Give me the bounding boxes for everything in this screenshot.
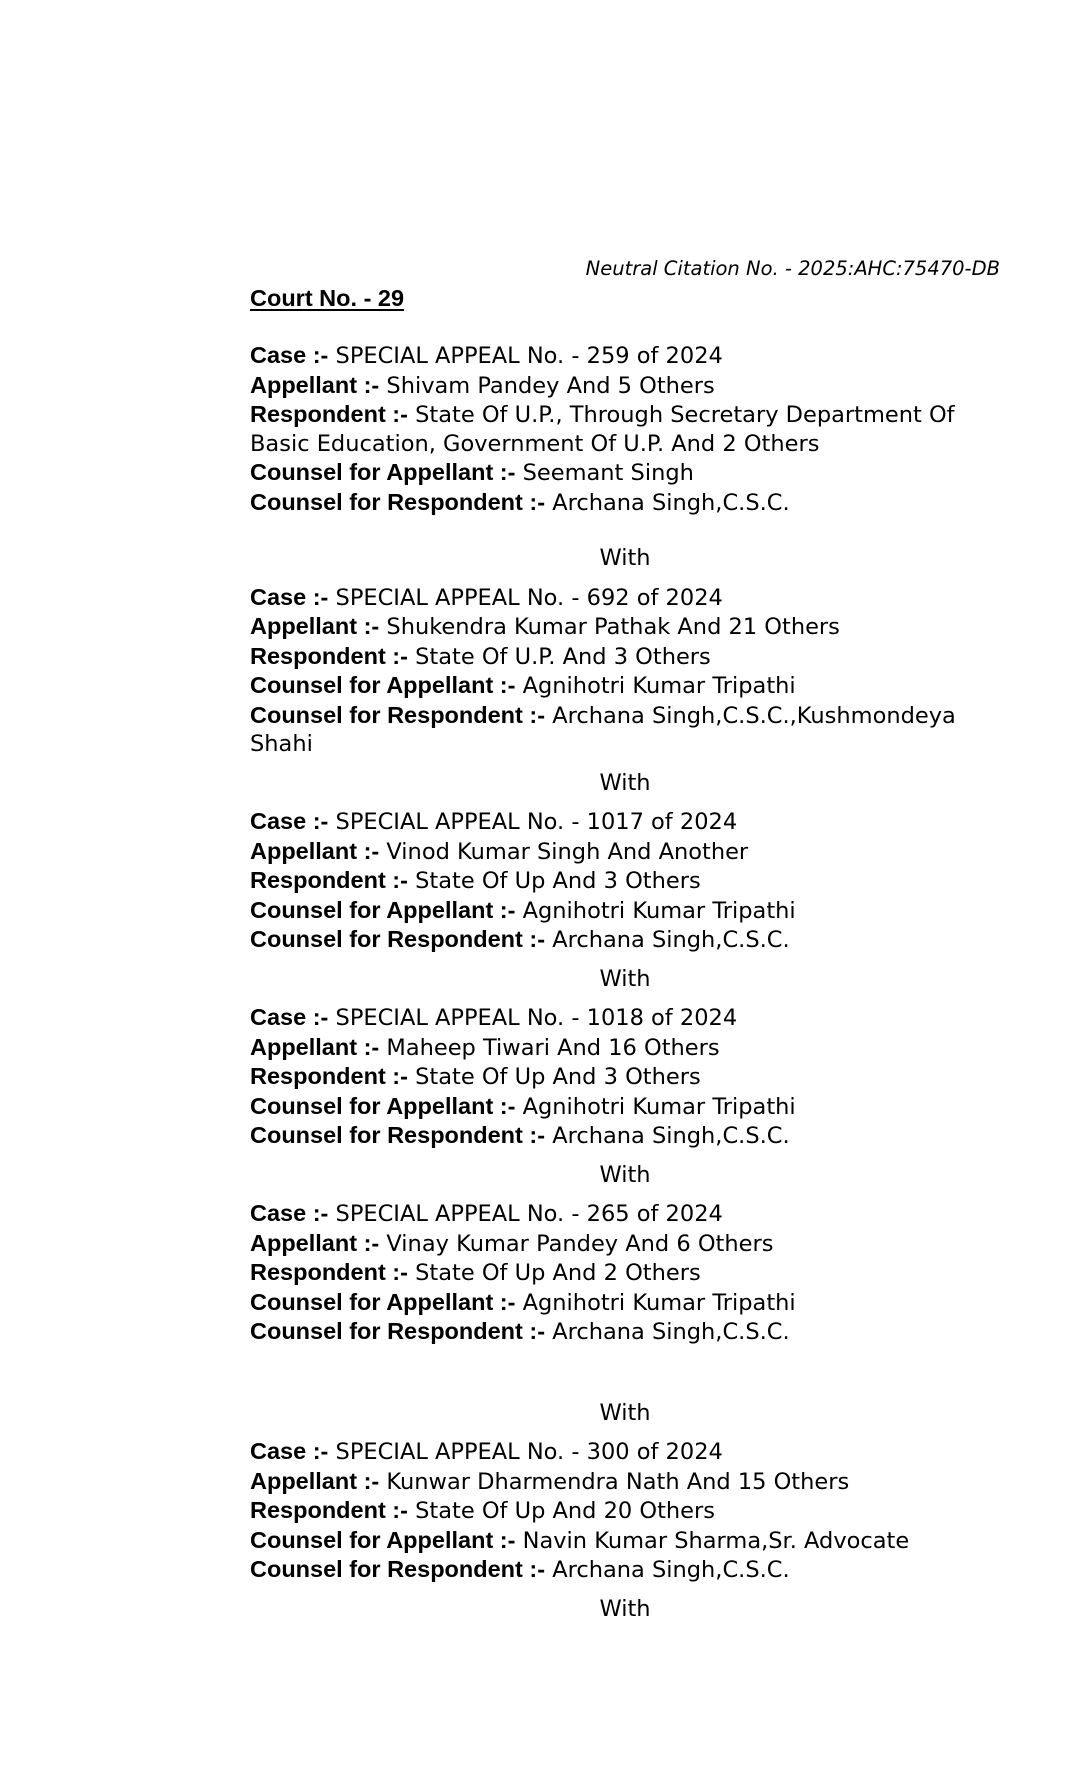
case-block xyxy=(250,807,1000,955)
counsel-respondent-row xyxy=(250,488,1000,518)
appellant-value: Maheep Tiwari And 16 Others xyxy=(386,1034,720,1061)
counsel-respondent-value: Archana Singh,C.S.C. xyxy=(552,1123,790,1149)
case-label: Case :- xyxy=(250,1200,329,1226)
with-separator: With xyxy=(599,1595,651,1622)
counsel-appellant-value: Seemant Singh xyxy=(522,460,694,486)
appellant-label: Appellant :- xyxy=(250,613,380,639)
respondent-label: Respondent :- xyxy=(250,1497,408,1523)
appellant-label: Appellant :- xyxy=(250,1033,380,1060)
appellant-value: Shivam Pandey And 5 Others xyxy=(386,372,715,399)
appellant-value: Vinod Kumar Singh And Another xyxy=(386,838,749,865)
counsel-appellant-row xyxy=(250,1092,1000,1122)
appellant-row xyxy=(250,837,1000,867)
counsel-appellant-row xyxy=(250,1526,1000,1556)
case-label: Case :- xyxy=(250,1004,329,1030)
neutral-citation: Neutral Citation No. - 2025:AHC:75470-DB xyxy=(585,257,1000,280)
counsel-appellant-value: Agnihotri Kumar Tripathi xyxy=(522,1093,796,1120)
case-number: SPECIAL APPEAL No. - 1017 of 2024 xyxy=(335,809,738,835)
appellant-row xyxy=(250,1033,1000,1063)
with-separator: With xyxy=(599,1399,651,1426)
case-block xyxy=(250,1003,1000,1151)
counsel-appellant-value: Navin Kumar Sharma,Sr. Advocate xyxy=(522,1527,910,1554)
appellant-label: Appellant :- xyxy=(250,1229,380,1256)
case-block xyxy=(250,583,1000,759)
appellant-label: Appellant :- xyxy=(250,1467,380,1494)
case-number: SPECIAL APPEAL No. - 1018 of 2024 xyxy=(335,1005,738,1031)
counsel-respondent-value: Archana Singh,C.S.C. xyxy=(552,927,790,953)
counsel-respondent-label: Counsel for Respondent :- xyxy=(250,1122,546,1148)
respondent-row xyxy=(250,1062,1000,1092)
respondent-value: State Of Up And 3 Others xyxy=(415,868,701,894)
appellant-label: Appellant :- xyxy=(250,837,380,864)
counsel-respondent-row xyxy=(250,1317,1000,1347)
respondent-value: State Of Up And 2 Others xyxy=(415,1260,701,1286)
case-row xyxy=(250,807,1000,837)
with-separator: With xyxy=(599,769,651,796)
with-separator: With xyxy=(599,965,651,992)
appellant-row xyxy=(250,371,1000,401)
case-number: SPECIAL APPEAL No. - 265 of 2024 xyxy=(335,1201,723,1227)
appellant-row xyxy=(250,612,1000,642)
respondent-row xyxy=(250,1496,1000,1526)
case-block xyxy=(250,1199,1000,1347)
counsel-respondent-label: Counsel for Respondent :- xyxy=(250,701,546,728)
case-label: Case :- xyxy=(250,808,329,834)
counsel-respondent-label: Counsel for Respondent :- xyxy=(250,926,546,952)
counsel-appellant-row xyxy=(250,1288,1000,1318)
respondent-row xyxy=(250,866,1000,896)
case-row xyxy=(250,1437,1000,1467)
respondent-label: Respondent :- xyxy=(250,642,408,669)
counsel-appellant-value: Agnihotri Kumar Tripathi xyxy=(522,673,796,699)
appellant-label: Appellant :- xyxy=(250,371,380,398)
respondent-label: Respondent :- xyxy=(250,1063,408,1089)
counsel-respondent-label: Counsel for Respondent :- xyxy=(250,1556,546,1582)
case-block xyxy=(250,341,1000,517)
counsel-respondent-value: Archana Singh,C.S.C. xyxy=(552,1557,790,1583)
respondent-value: State Of U.P., Through Secretary Department Of Basic Education, Government Of U.P. And 2 Others xyxy=(250,402,955,457)
appellant-value: Kunwar Dharmendra Nath And 15 Others xyxy=(386,1468,850,1495)
counsel-appellant-label: Counsel for Appellant :- xyxy=(250,1092,516,1119)
appellant-row xyxy=(250,1467,1000,1497)
case-row xyxy=(250,1003,1000,1033)
respondent-row xyxy=(250,400,1000,458)
counsel-respondent-value: Archana Singh,C.S.C.,Kushmondeya Shahi xyxy=(250,702,956,757)
counsel-appellant-label: Counsel for Appellant :- xyxy=(250,459,516,485)
case-label: Case :- xyxy=(250,583,329,610)
respondent-value: State Of U.P. And 3 Others xyxy=(415,643,711,670)
counsel-appellant-label: Counsel for Appellant :- xyxy=(250,1288,516,1315)
case-number: SPECIAL APPEAL No. - 300 of 2024 xyxy=(335,1439,723,1465)
counsel-respondent-label: Counsel for Respondent :- xyxy=(250,1318,546,1344)
counsel-appellant-value: Agnihotri Kumar Tripathi xyxy=(522,1289,796,1316)
respondent-value: State Of Up And 20 Others xyxy=(415,1498,715,1524)
counsel-respondent-label: Counsel for Respondent :- xyxy=(250,488,546,515)
counsel-respondent-row xyxy=(250,701,1000,759)
with-separator: With xyxy=(599,1161,651,1188)
case-number: SPECIAL APPEAL No. - 259 of 2024 xyxy=(335,343,723,369)
counsel-respondent-row xyxy=(250,1555,1000,1585)
case-label: Case :- xyxy=(250,1438,329,1464)
document-page xyxy=(250,255,1000,1623)
counsel-respondent-value: Archana Singh,C.S.C. xyxy=(552,1319,790,1345)
respondent-row xyxy=(250,1258,1000,1288)
respondent-value: State Of Up And 3 Others xyxy=(415,1064,701,1090)
case-row xyxy=(250,583,1000,613)
appellant-row xyxy=(250,1229,1000,1259)
counsel-appellant-label: Counsel for Appellant :- xyxy=(250,1526,516,1553)
respondent-label: Respondent :- xyxy=(250,401,408,427)
respondent-label: Respondent :- xyxy=(250,867,408,893)
court-number: Court No. - 29 xyxy=(250,285,405,311)
case-number: SPECIAL APPEAL No. - 692 of 2024 xyxy=(335,584,723,611)
counsel-respondent-row xyxy=(250,925,1000,955)
respondent-label: Respondent :- xyxy=(250,1259,408,1285)
case-row xyxy=(250,341,1000,371)
counsel-appellant-value: Agnihotri Kumar Tripathi xyxy=(522,897,796,924)
counsel-respondent-value: Archana Singh,C.S.C. xyxy=(552,489,790,516)
counsel-respondent-row xyxy=(250,1121,1000,1151)
counsel-appellant-label: Counsel for Appellant :- xyxy=(250,896,516,923)
appellant-value: Vinay Kumar Pandey And 6 Others xyxy=(386,1230,774,1257)
with-separator: With xyxy=(599,545,651,571)
counsel-appellant-label: Counsel for Appellant :- xyxy=(250,672,516,698)
respondent-row xyxy=(250,642,1000,672)
case-row xyxy=(250,1199,1000,1229)
counsel-appellant-row xyxy=(250,671,1000,701)
case-block xyxy=(250,1437,1000,1585)
case-label: Case :- xyxy=(250,342,329,368)
appellant-value: Shukendra Kumar Pathak And 21 Others xyxy=(386,614,840,640)
counsel-appellant-row xyxy=(250,896,1000,926)
counsel-appellant-row xyxy=(250,458,1000,488)
